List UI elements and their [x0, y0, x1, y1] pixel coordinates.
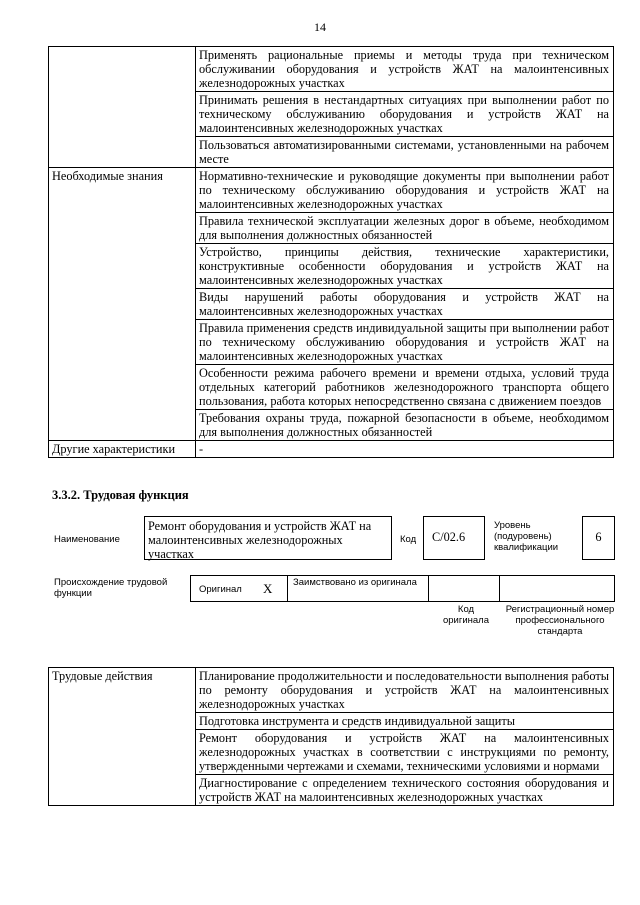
continued-label-cell — [49, 47, 196, 168]
function-name-box: Ремонт оборудования и устройств ЖАТ на малоинтенсивных железнодорожных участках — [144, 516, 392, 560]
table-row — [49, 47, 614, 92]
knowledge-table — [48, 46, 614, 458]
function-code-box: С/02.6 — [423, 516, 485, 560]
code-original-cell — [428, 575, 500, 602]
knowledge-item: Правила технической эксплуатации железных дорог в объеме, необходимом для выполнения должностных обязанностей — [196, 213, 614, 244]
table-row — [49, 441, 614, 458]
original-cell — [190, 575, 288, 602]
knowledge-item: Виды нарушений работы оборудования и устройств ЖАТ на малоинтенсивных железнодорожных участках — [196, 289, 614, 320]
skill-item: Принимать решения в нестандартных ситуациях при выполнении работ по техническому обслуживанию оборудования и устройств ЖАТ на малоинтенсивных железнодорожных участках — [196, 92, 614, 137]
qualification-level-box: 6 — [582, 516, 615, 560]
action-item: Ремонт оборудования и устройств ЖАТ на малоинтенсивных железнодорожных участках в соответствии с инструкциями по ремонту, утвержденными чертежами и схемами, техническими условиями и нормами — [196, 730, 614, 775]
borrowed-cell — [287, 575, 429, 602]
knowledge-item: Нормативно-технические и руководящие документы при выполнении работ по техническому обслуживанию оборудования и устройств ЖАТ на малоинтенсивных железнодорожных участках — [196, 168, 614, 213]
name-label: Наименование — [54, 534, 120, 545]
origin-label: Происхождение трудовой функции — [54, 577, 168, 599]
knowledge-item: Особенности режима рабочего времени и времени отдыха, условий труда отдельных категорий работников железнодорожного транспорта общего пользования, работа которых непосредственно связана с движением поездов — [196, 365, 614, 410]
knowledge-item: Требования охраны труда, пожарной безопасности в объеме, необходимом для выполнения должностных обязанностей — [196, 410, 614, 441]
other-characteristics-value: - — [196, 441, 614, 458]
qualification-level-label: Уровень (подуровень) квалификации — [494, 520, 559, 553]
page-number: 14 — [314, 20, 326, 34]
skill-item: Применять рациональные приемы и методы труда при техническом обслуживании оборудования и устройств ЖАТ на малоинтенсивных железнодорожных участках — [196, 47, 614, 92]
borrowed-label: Заимствовано из оригинала — [293, 577, 417, 588]
knowledge-item: Устройство, принципы действия, технические характеристики, конструктивные особенности оборудования и устройств ЖАТ на малоинтенсивных железнодорожных участках — [196, 244, 614, 289]
code-label: Код — [400, 534, 417, 545]
action-item: Планирование продолжительности и последовательности выполнения работы по ремонту оборудования и устройств ЖАТ на малоинтенсивных железнодорожных участках — [196, 668, 614, 713]
knowledge-label: Необходимые знания — [49, 168, 196, 441]
original-mark: X — [263, 581, 273, 596]
actions-table — [48, 667, 614, 806]
reg-number-cell — [499, 575, 615, 602]
skill-item: Пользоваться автоматизированными системами, установленными на рабочем месте — [196, 137, 614, 168]
section-heading: 3.3.2. Трудовая функция — [52, 488, 189, 502]
actions-label: Трудовые действия — [49, 668, 196, 806]
table-row — [49, 168, 614, 213]
table-row — [49, 668, 614, 713]
action-item: Диагностирование с определением технического состояния оборудования и устройств ЖАТ на малоинтенсивных железнодорожных участках — [196, 775, 614, 806]
other-characteristics-label: Другие характеристики — [49, 441, 196, 458]
reg-number-label: Регистрационный номер профессионального стандарта — [505, 604, 615, 637]
knowledge-item: Правила применения средств индивидуальной защиты при выполнении работ по техническому обслуживанию оборудования и устройств ЖАТ на малоинтенсивных железнодорожных участках — [196, 320, 614, 365]
original-label: Оригинал — [199, 584, 242, 595]
action-item: Подготовка инструмента и средств индивидуальной защиты — [196, 713, 614, 730]
code-original-label: Код оригинала — [442, 604, 489, 626]
